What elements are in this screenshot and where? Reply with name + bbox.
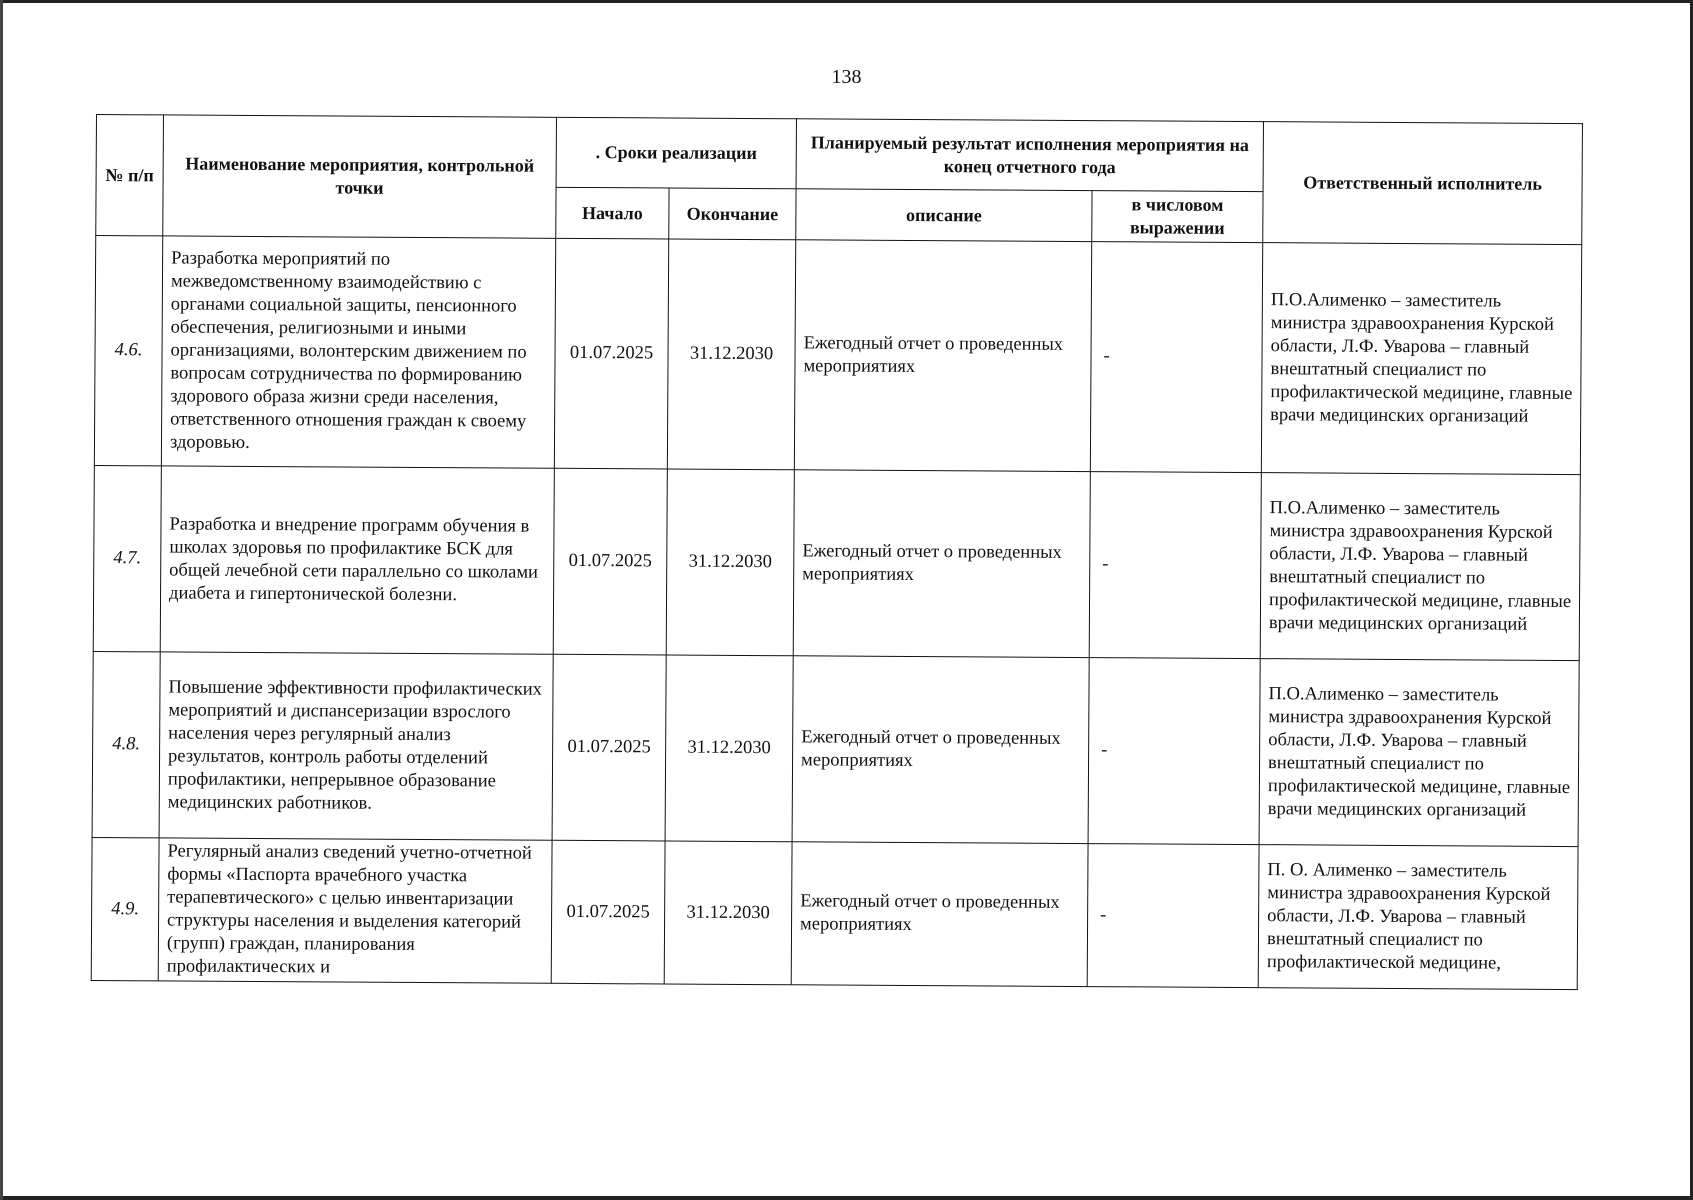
row-start: 01.07.2025 <box>551 840 665 984</box>
row-responsible: П.О.Алименко – заместитель министра здравоохранения Курской области, Л.Ф. Уварова – главный внештатный специалист по профилактической медицине, главные врачи медицинских организаций <box>1259 659 1579 847</box>
row-start: 01.07.2025 <box>553 468 667 655</box>
row-end: 31.12.2030 <box>667 239 795 470</box>
page-number: 138 <box>831 66 862 88</box>
row-name: Разработка и внедрение программ обучения в школах здоровья по профилактике БСК для общей лечебной сети параллельно со школами диабета и гипертонической болезни. <box>160 466 554 654</box>
header-description: описание <box>796 189 1092 242</box>
header-start: Начало <box>556 187 669 239</box>
scan-border-bottom <box>0 1196 1693 1200</box>
row-responsible: П.О.Алименко – заместитель министра здравоохранения Курской области, Л.Ф. Уварова – главный внештатный специалист по профилактической медицине, главные врачи медицинских организаций <box>1261 243 1581 475</box>
row-num: 4.6. <box>94 236 162 466</box>
row-num: 4.8. <box>92 651 160 837</box>
table-header-row <box>96 115 1582 194</box>
row-value: - <box>1088 658 1260 845</box>
table-row <box>92 651 1579 846</box>
row-name: Повышение эффективности профилактических мероприятий и диспансеризации взрослого населения через регулярный анализ результатов, контроль работы отделений профилактики, непрерывное образование медицинских работников. <box>159 652 553 840</box>
header-numeric: в числовом выражении <box>1092 191 1263 243</box>
row-name: Разработка мероприятий по межведомственному взаимодействию с органами социальной защиты, пенсионного обеспечения, религиозными и иными организациями, волонтерским движением по вопросам сотрудничества по формированию здорового образа жизни среди населения, ответственного отношения граждан к своему здоровью. <box>161 236 555 468</box>
header-result: Планируемый результат исполнения мероприятия на конец отчетного года <box>796 119 1263 192</box>
row-end: 31.12.2030 <box>665 655 793 842</box>
row-name: Регулярный анализ сведений учетно-отчетной формы «Паспорта врачебного участка терапевтического» с целью инвентаризации структуры населения и выделения категорий (групп) граждан, планирования профилактических и <box>158 838 552 983</box>
row-description: Ежегодный отчет о проведенных мероприятиях <box>791 842 1088 987</box>
row-value: - <box>1089 472 1261 659</box>
row-end: 31.12.2030 <box>664 841 792 985</box>
row-description: Ежегодный отчет о проведенных мероприятиях <box>794 240 1091 472</box>
scan-border-left <box>0 0 3 1200</box>
row-num: 4.9. <box>91 837 159 980</box>
row-description: Ежегодный отчет о проведенных мероприятиях <box>792 656 1089 844</box>
row-responsible: П.О.Алименко – заместитель министра здравоохранения Курской области, Л.Ф. Уварова – главный внештатный специалист по профилактической медицине, главные врачи медицинских организаций <box>1260 473 1580 661</box>
header-end: Окончание <box>669 188 796 240</box>
header-period: . Сроки реализации <box>556 117 796 188</box>
header-responsible: Ответственный исполнитель <box>1263 122 1583 245</box>
table-row <box>91 837 1578 989</box>
activities-table <box>91 114 1583 990</box>
row-value: - <box>1087 844 1259 988</box>
header-num: № п/п <box>96 115 164 236</box>
row-description: Ежегодный отчет о проведенных мероприятиях <box>793 470 1090 658</box>
row-responsible: П. О. Алименко – заместитель министра здравоохранения Курской области, Л.Ф. Уварова – главный внештатный специалист по профилактической медицине, <box>1258 845 1578 990</box>
header-name: Наименование мероприятия, контрольной точки <box>163 115 557 238</box>
table-row <box>93 465 1580 660</box>
table-row <box>94 236 1581 475</box>
scan-border-top <box>0 0 1693 3</box>
row-value: - <box>1090 242 1262 473</box>
row-start: 01.07.2025 <box>554 238 668 469</box>
row-num: 4.7. <box>93 465 161 651</box>
row-start: 01.07.2025 <box>552 654 666 841</box>
row-end: 31.12.2030 <box>666 469 794 656</box>
